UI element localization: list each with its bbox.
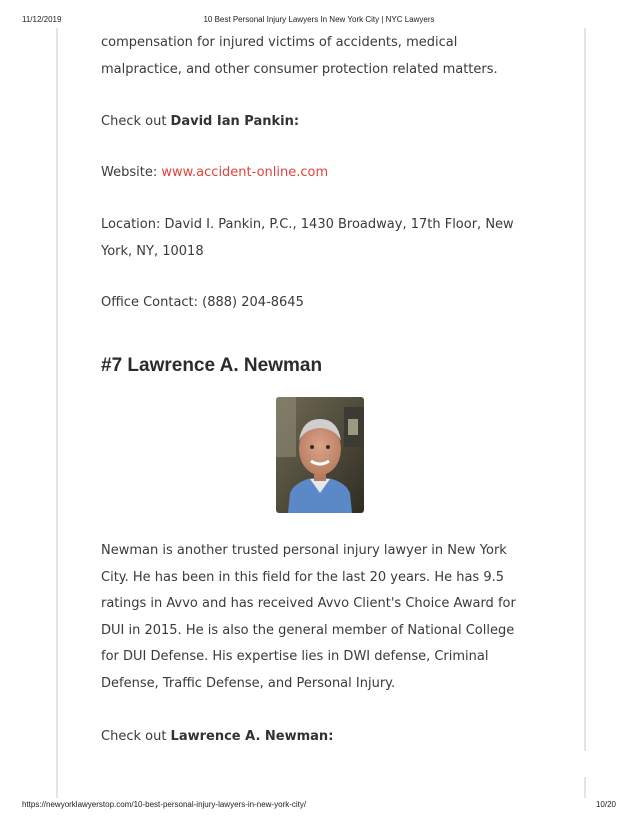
- lawyer-heading: #7 Lawrence A. Newman: [101, 355, 323, 376]
- newman-checkout: [101, 724, 546, 751]
- website-link[interactable]: www.accident-online.com: [161, 165, 329, 180]
- bio-line: for DUI Defense. His expertise lies in DWI defense, Criminal: [101, 649, 489, 664]
- location-paragraph: [101, 212, 546, 265]
- lawyer-photo: [276, 397, 364, 513]
- office-contact: Office Contact: (888) 204-8645: [101, 295, 304, 310]
- newman-name: Lawrence A. Newman:: [170, 729, 334, 744]
- print-page-title: 10 Best Personal Injury Lawyers In New York City | NYC Lawyers: [203, 15, 435, 24]
- bio-line: City. He has been in this field for the last 20 years. He has 9.5: [101, 569, 505, 585]
- pankin-checkout: [101, 109, 546, 136]
- bio-line: DUI in 2015. He is also the general member of National College: [101, 622, 515, 638]
- content-border-right-bottom: [584, 777, 586, 798]
- bio-line: ratings in Avvo and has received Avvo Client's Choice Award for: [101, 596, 516, 611]
- bio-paragraph: [101, 538, 546, 697]
- bio-line: Newman is another trusted personal injury lawyer in New York: [101, 543, 507, 558]
- content-border-right-top: [584, 28, 586, 751]
- intro-line: compensation for injured victims of accidents, medical: [101, 35, 458, 50]
- bio-line: Defense, Traffic Defense, and Personal Injury.: [101, 675, 396, 691]
- location-line: York, NY, 10018: [101, 243, 204, 259]
- checkout-prefix: Check out: [101, 114, 171, 129]
- checkout-prefix: Check out: [101, 729, 171, 744]
- print-url: https://newyorklawyerstop.com/10-best-personal-injury-lawyers-in-new-york-city/: [22, 800, 307, 809]
- location-line: Location: David I. Pankin, P.C., 1430 Broadway, 17th Floor, New: [101, 217, 514, 232]
- intro-paragraph: [101, 30, 546, 83]
- website-label: Website:: [101, 165, 162, 180]
- content-border-left: [56, 28, 58, 798]
- print-date: 11/12/2019: [22, 15, 62, 24]
- website-line: [101, 160, 546, 187]
- pankin-name: David Ian Pankin:: [170, 114, 300, 129]
- page-number: 10/20: [595, 800, 616, 809]
- intro-line: malpractice, and other consumer protection related matters.: [101, 61, 498, 77]
